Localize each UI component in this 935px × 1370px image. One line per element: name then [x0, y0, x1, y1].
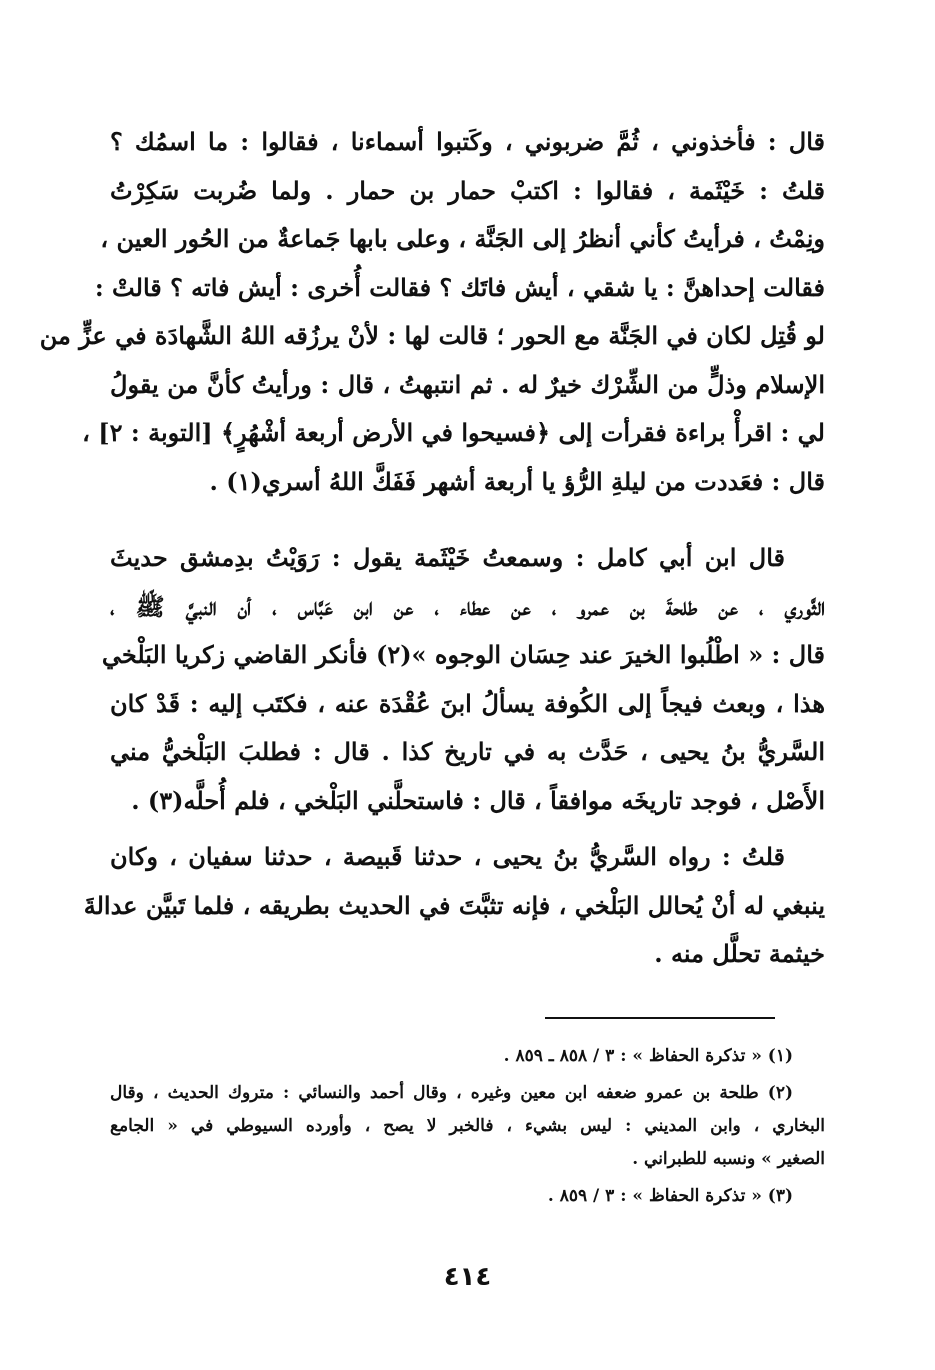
footnote-3	[110, 1180, 825, 1213]
text-line: قال : « اطْلُبوا الخيرَ عند حِسَان الوجوه »(٢) فأنكر القاضي زكريا البَلْخي	[101, 640, 825, 669]
footnote-line: (٣) « تذكرة الحفاظ » : ٣ / ٨٥٩ .	[547, 1186, 793, 1206]
footnote-line: البخاري ، وابن المديني : ليس بشيء ، فالخبر لا يصح ، وأورده السيوطي في « الجامع	[110, 1116, 825, 1136]
footnote-separator	[545, 1017, 775, 1019]
text-line: قلتُ : رواه السَّريُّ بنُ يحيى ، حدثنا قَبيصة ، حدثنا سفيان ، وكان	[110, 842, 786, 871]
text-line: لي : اقرأْ براءة فقرأت إلى ﴿فسيحوا في الأرض أربعة أشْهُرٍ﴾ [التوبة : ٢] ،	[82, 418, 825, 447]
text-line: قال : فعَددت من ليلةِ الرُّؤ يا أربعة أشهر فَفَكَّ اللهُ أسري(١) .	[209, 466, 825, 496]
text-line: لو قُتِل لكان في الجَنَّة مع الحور ؛ قالت لها : لأنْ يرزُقه اللهُ الشَّهادَة في عزٍّ من	[39, 321, 825, 350]
text-line: ونِمْتُ ، فرأيتُ كأني أنظرُ إلى الجَنَّة ، وعلى بابها جَماعةٌ من الحُور العين ،	[100, 224, 825, 253]
paragraph-1	[39, 118, 825, 506]
footnote-line: (١) « تذكرة الحفاظ » : ٣ / ٨٥٨ ـ ٨٥٩ .	[503, 1046, 793, 1066]
footnote-line: (٢) طلحة بن عمرو ضعفه ابن معين وغيره ، وقال أحمد والنسائي : متروك الحديث ، وقال	[110, 1083, 793, 1103]
footnotes	[110, 1040, 825, 1217]
text-line: قلتُ : خَيْثَمة ، فقالوا : اكتبْ حمار بن حمار . ولما ضُربت سَكِرْتُ	[110, 175, 825, 205]
text-line: هذا ، وبعث فيجاً إلى الكُوفة يسألُ ابنَ عُقْدَة عنه ، فكتَب إليه : قَدْ كان	[110, 688, 825, 718]
text-line: السَّريُّ بنُ يحيى ، حَدَّث به في تاريخ كذا . قال : فطلبَ البَلْخيُّ مني	[110, 737, 825, 766]
text-line: قال ابن أبي كامل : وسمعتُ خَيْثَمة يقول : رَوَيْتُ بدِمشق حديثَ	[110, 543, 785, 572]
footnote-2	[110, 1077, 825, 1176]
text-line: فقالت إحداهنَّ : يا شقي ، أيش فاتَك ؟ فقالت أُخرى : أيش فاته ؟ قالتْ :	[94, 272, 825, 302]
footnote-1	[110, 1040, 825, 1073]
main-text	[39, 118, 826, 979]
text-line: ينبغي له أنْ يُحالل البَلْخي ، فإنه تثبَّتَ في الحديث بطريقه ، فلما تَبيَّن عدالةَ	[83, 890, 825, 920]
page-number: ٤١٤	[443, 1262, 492, 1292]
text-line: خيثمة تحلَّل منه .	[654, 939, 825, 968]
paragraph-2	[101, 534, 826, 825]
text-line: الثَّوري ، عن طلحةَ بن عمرو ، عن عطاء ، عن ابن عَبَّاس ، أن النبيَّ ﷺ ،	[110, 591, 826, 621]
footnote-line: الصغير » ونسبه للطبراني .	[632, 1149, 825, 1169]
text-line: قال : فأخذوني ، ثُمَّ ضربوني ، وكَتبوا أسماءنا ، فقالوا : ما اسمُك ؟	[110, 127, 825, 156]
text-line: الإسلام وذلٍّ من الشِّرْك خيرٌ له . ثم انتبهتُ ، قال : ورأيتُ كأنَّ من يقولُ	[110, 369, 825, 399]
paragraph-3	[83, 833, 825, 979]
text-line: الأَصْل ، فوجد تاريخَه موافقاً ، قال : فاستحلَّني البَلْخي ، فلم أُحلَّه(٣) .	[131, 785, 825, 815]
